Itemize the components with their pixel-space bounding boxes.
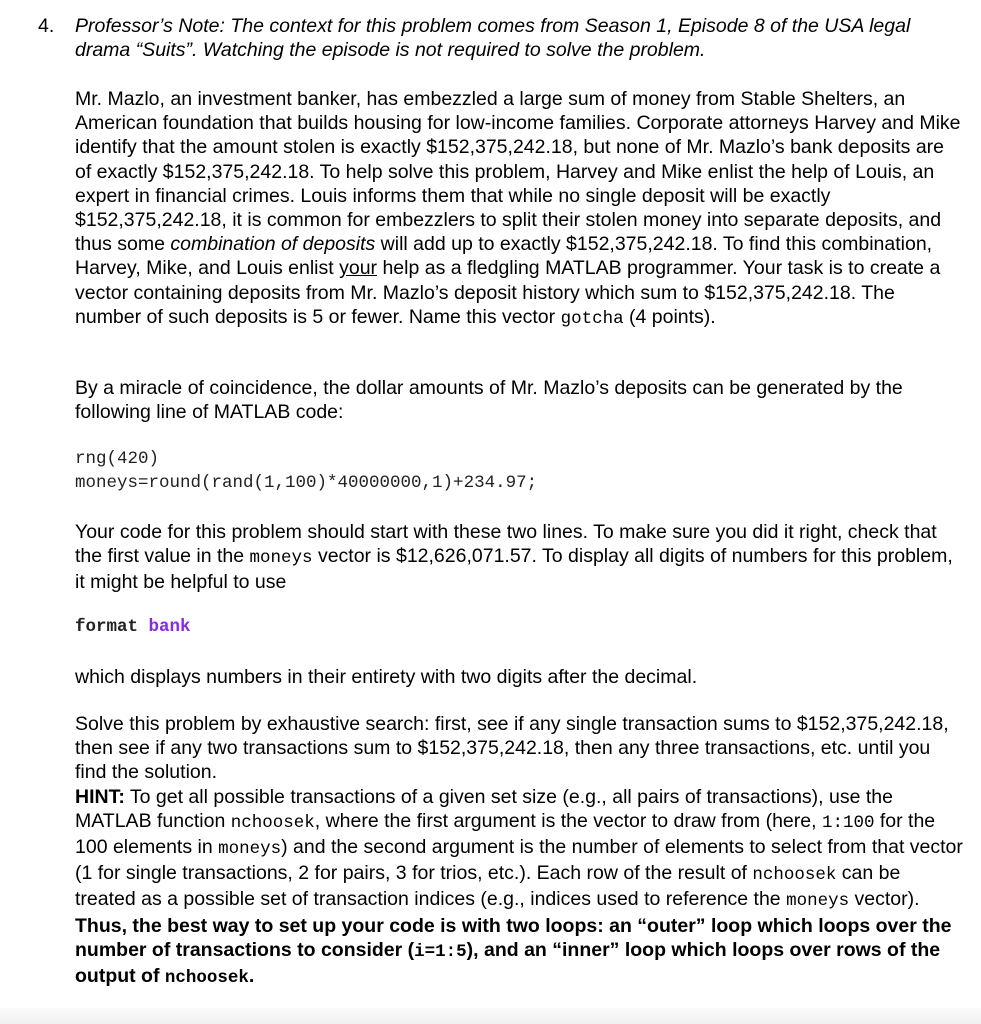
inline-code: gotcha [560, 308, 624, 329]
code-argument: bank [148, 617, 191, 637]
text: To get all possible transactions of a given set size (e.g., all pairs of transactions), use the MATLAB function [75, 785, 893, 832]
emphasis-text: combination of deposits [170, 233, 376, 256]
format-command [75, 615, 191, 639]
format-description: which displays numbers in their entirety with two digits after the decimal. [75, 666, 698, 688]
inline-code: 1:100 [821, 812, 875, 833]
inline-code: nchoosek [752, 865, 837, 886]
hint-label: HINT: [75, 785, 125, 808]
text: ) and the second argument is the number of elements to select from that vector (1 for single transactions, 2 for pairs, 3 for trios, etc.). Each row of the result of [75, 836, 963, 885]
code-line: rng(420) [75, 449, 160, 469]
hint-paragraph [75, 785, 965, 991]
problem-number: 4. [38, 15, 55, 37]
underlined-text: your [339, 257, 378, 280]
inline-code: i=1:5 [414, 941, 467, 962]
text: Mr. Mazlo, an investment banker, has embezzled a large sum of money from Stable Shelters, an American foundation that builds housing for low-income families. Corporate attorneys Harvey and Mike identify that the amount stolen is exactly $152,375,242.18, but none of Mr. Mazlo’s bank deposits are of exactly $152,375,242.18. To help solve this problem, Harvey and Mike enlist the help of Louis, an expert in financial crimes. Louis informs them that while no single deposit will be exactly $152,375,242.18, it is common for embezzlers to split their stolen money into separate deposits, and thus some [75, 88, 961, 256]
text: (4 points). [623, 305, 716, 328]
text: vector). [849, 888, 920, 911]
bold-text: ), and an “inner” loop which loops over rows of the output of [75, 938, 941, 988]
text: Solve this problem by exhaustive search: first, see if any single transaction sums to $152,375,242.18, then see if any two transactions sum to $152,375,242.18, then any three transactions, etc. until you find the solution. [75, 713, 949, 784]
inline-code: moneys [249, 548, 313, 569]
exhaustive-search-paragraph [75, 712, 965, 990]
text: can be treated as a possible set of transaction indices (e.g., indices used to reference the [75, 862, 901, 911]
code-line: moneys=round(rand(1,100)*40000000,1)+234.97; [75, 473, 538, 493]
text: Your code for this problem should start with these two lines. To make sure you did it right, check that the first value in the [75, 521, 937, 568]
bold-text: Thus, the best way to set up your code is with two loops: an “outer” loop which loops over the number of transactions to consider ( [75, 914, 952, 961]
text: help as a fledgling MATLAB programmer. Your task is to create a vector containing deposits from Mr. Mazlo’s deposit history which sum to $152,375,242.18. The number of such deposits is 5 or fewer. Name this vector [75, 257, 941, 328]
text: , where the first argument is the vector to draw from (here, [314, 809, 822, 832]
bold-text: . [248, 965, 255, 988]
inline-code: moneys [218, 839, 282, 860]
professor-note: Professor’s Note: The context for this problem comes from Season 1, Episode 8 of the USA legal drama “Suits”. Watching the episode is not required to solve the problem. [75, 15, 911, 61]
inline-code: moneys [786, 891, 850, 912]
code-keyword: format [75, 617, 139, 637]
inline-code: nchoosek [230, 812, 315, 833]
text: will add up to exactly $152,375,242.18. To find this combination, Harvey, Mike, and Louis enlist [75, 233, 933, 280]
inline-code: nchoosek [164, 968, 249, 989]
page-bottom-edge [0, 1008, 981, 1024]
text: for the 100 elements in [75, 809, 936, 859]
matlab-intro-paragraph: By a miracle of coincidence, the dollar amounts of Mr. Mazlo’s deposits can be generated by the following line of MATLAB code: [75, 377, 903, 424]
problem-paragraph [75, 87, 965, 331]
text: vector is $12,626,071.57. To display all digits of numbers for this problem, it might be helpful to use [75, 545, 953, 594]
instructions-paragraph [75, 520, 965, 595]
